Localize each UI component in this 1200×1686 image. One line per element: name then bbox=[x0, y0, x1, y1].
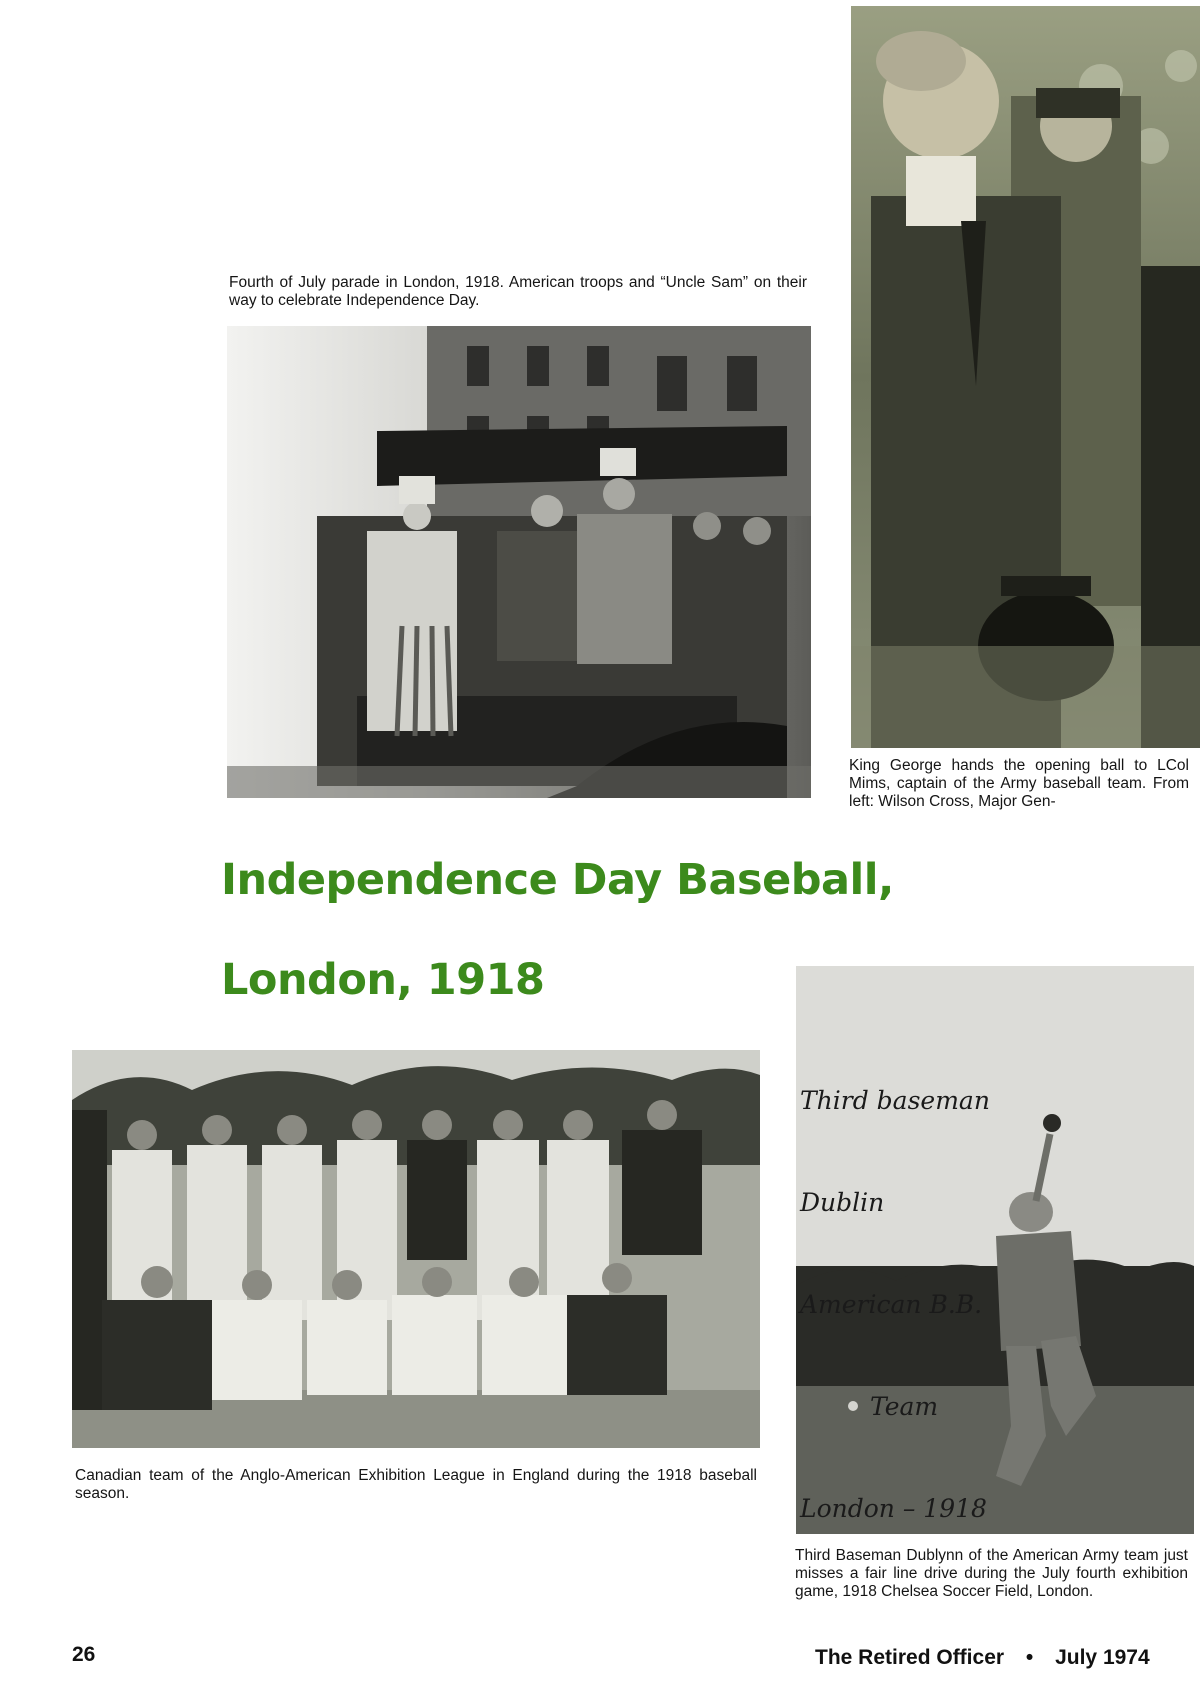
article-headline-line1: Independence Day Baseball, bbox=[221, 855, 894, 905]
inscription-line: American B.B. bbox=[800, 1290, 983, 1319]
parade-caption: Fourth of July parade in London, 1918. American troops and “Uncle Sam” on their way to celebrate Independence Day. bbox=[229, 274, 807, 309]
inscription-line: London – 1918 bbox=[800, 1494, 987, 1523]
publication-name: The Retired Officer bbox=[815, 1646, 1005, 1669]
king-george-caption: King George hands the opening ball to LCol Mims, captain of the Army baseball team. From left: Wilson Cross, Major Gen- bbox=[849, 757, 1189, 810]
article-headline-line2: London, 1918 bbox=[221, 955, 545, 1005]
canadian-team-caption: Canadian team of the Anglo-American Exhibition League in England during the 1918 baseball season. bbox=[75, 1467, 757, 1502]
inscription-line: Team bbox=[870, 1392, 939, 1421]
inscription-line: Dublin bbox=[800, 1188, 885, 1217]
inscription-line: Third baseman bbox=[800, 1086, 990, 1115]
king-george-photo bbox=[851, 6, 1200, 748]
third-baseman-caption: Third Baseman Dublynn of the American Army team just misses a fair line drive during the July fourth exhibition game, 1918 Chelsea Soccer Field, London. bbox=[795, 1547, 1188, 1600]
photo-inscription bbox=[800, 1016, 1040, 1560]
canadian-team-photo bbox=[72, 1050, 760, 1448]
running-footer bbox=[815, 1646, 1150, 1670]
issue-date: July 1974 bbox=[1055, 1646, 1150, 1669]
footer-separator: • bbox=[1025, 1646, 1034, 1669]
parade-photo bbox=[227, 326, 811, 798]
page-number: 26 bbox=[72, 1643, 96, 1666]
